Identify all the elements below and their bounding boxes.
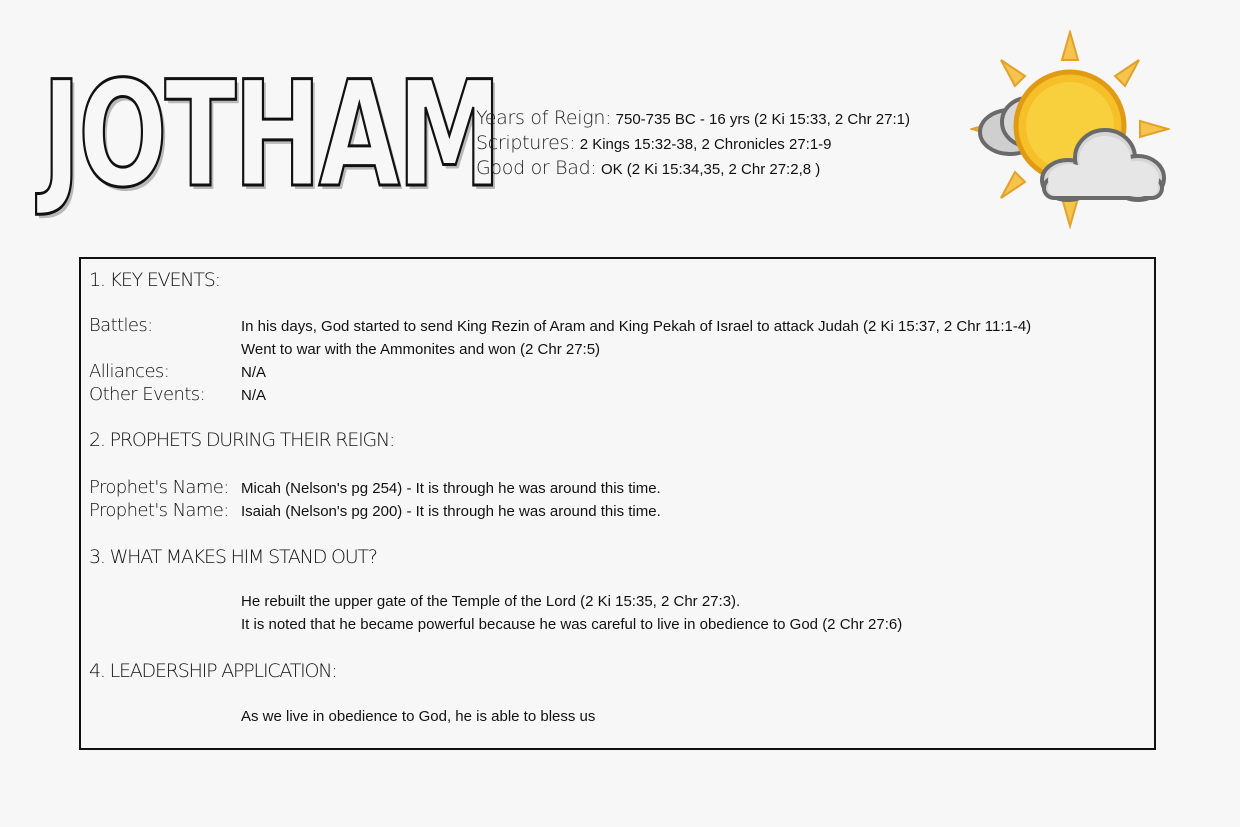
leadership-heading: 4. LEADERSHIP APPLICATION: xyxy=(89,660,337,682)
key-events-heading: 1. KEY EVENTS: xyxy=(89,269,220,291)
years-of-reign-row xyxy=(476,106,910,131)
good-or-bad-row xyxy=(476,156,910,181)
stand-out-heading: 3. WHAT MAKES HIM STAND OUT? xyxy=(89,546,377,568)
alliances-label: Alliances: xyxy=(89,361,170,382)
scriptures-row xyxy=(476,131,910,156)
prophet-name-value-1: Micah (Nelson's pg 254) - It is through he was around this time. xyxy=(241,480,661,497)
reign-info xyxy=(476,106,910,181)
other-events-label: Other Events: xyxy=(89,384,206,405)
page-title: JOTHAM xyxy=(42,50,499,220)
other-events-value: N/A xyxy=(241,387,267,404)
battles-line-1: In his days, God started to send King Rezin of Aram and King Pekah of Israel to attack Judah (2 Ki 15:37, 2 Chr 11:1-4) xyxy=(241,318,1032,335)
alliances-value: N/A xyxy=(241,364,267,381)
battles-label: Battles: xyxy=(89,315,153,336)
prophet-name-value-2: Isaiah (Nelson's pg 200) - It is through he was around this time. xyxy=(241,503,661,520)
prophets-heading: 2. PROPHETS DURING THEIR REIGN: xyxy=(89,429,395,451)
good-or-bad-label: Good or Bad: xyxy=(476,157,597,179)
battles-line-2: Went to war with the Ammonites and won (2 Chr 27:5) xyxy=(241,341,601,358)
scriptures-label: Scriptures: xyxy=(476,132,576,154)
years-of-reign-value: 750-735 BC - 16 yrs (2 Ki 15:33, 2 Chr 27:1) xyxy=(615,111,910,128)
good-or-bad-value: OK (2 Ki 15:34,35, 2 Chr 27:2,8 ) xyxy=(600,161,821,178)
sun-behind-clouds-icon xyxy=(970,30,1170,230)
content-box xyxy=(79,257,1156,750)
scriptures-value: 2 Kings 15:32-38, 2 Chronicles 27:1-9 xyxy=(579,136,832,153)
prophet-name-label-1: Prophet's Name: xyxy=(89,477,229,498)
years-of-reign-label: Years of Reign: xyxy=(476,107,612,129)
leadership-line-1: As we live in obedience to God, he is able to bless us xyxy=(241,708,596,725)
stand-out-line-1: He rebuilt the upper gate of the Temple of the Lord (2 Ki 15:35, 2 Chr 27:3). xyxy=(241,593,741,610)
prophet-name-label-2: Prophet's Name: xyxy=(89,500,229,521)
stand-out-line-2: It is noted that he became powerful because he was careful to live in obedience to God (2 Chr 27:6) xyxy=(241,616,903,633)
